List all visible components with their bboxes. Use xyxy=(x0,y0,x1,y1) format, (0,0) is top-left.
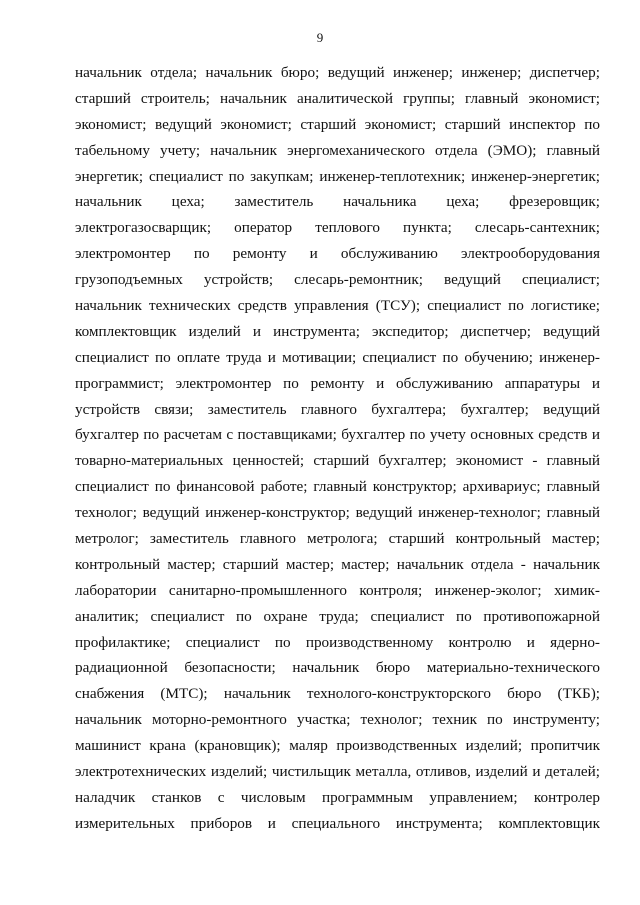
text-line: начальник отдела; начальник бюро; ведущий инженер; инженер; диспетчер; xyxy=(75,64,600,81)
text-line: табельному учету; начальник энергомеханического отдела (ЭМО); главный xyxy=(75,141,600,159)
text-line: начальник технических средств управления (ТСУ); специалист по логистике; xyxy=(75,297,600,315)
text-line: старший строитель; начальник аналитической группы; главный экономист; xyxy=(75,89,600,107)
text-line: профилактике; специалист по производственному контролю и ядерно- xyxy=(75,633,600,651)
text-line: электротехнических изделий; чистильщик металла, отливов, изделий и деталей; xyxy=(75,763,600,781)
text-line: метролог; заместитель главного метролога; старший контрольный мастер; xyxy=(75,530,600,548)
text-line: снабжения (МТС); начальник технолого-конструкторского бюро (ТКБ); xyxy=(75,685,600,703)
text-line: начальник моторно-ремонтного участка; технолог; техник по инструменту; xyxy=(75,711,600,729)
text-line: товарно-материальных ценностей; старший бухгалтер; экономист - главный xyxy=(75,452,600,470)
text-line: измерительных приборов и специального инструмента; комплектовщик xyxy=(75,814,600,832)
text-line: грузоподъемных устройств; слесарь-ремонтник; ведущий специалист; xyxy=(75,271,600,289)
text-line: машинист крана (крановщик); маляр производственных изделий; пропитчик xyxy=(75,737,600,755)
text-line: лаборатории санитарно-промышленного контроля; инженер-эколог; химик- xyxy=(75,581,600,599)
text-line: экономист; ведущий экономист; старший экономист; старший инспектор по xyxy=(75,115,600,133)
text-line: радиационной безопасности; начальник бюро материально-технического xyxy=(75,659,600,677)
text-line: электромонтер по ремонту и обслуживанию электрооборудования xyxy=(75,245,600,263)
text-line: начальник цеха; заместитель начальника цеха; фрезеровщик; xyxy=(75,193,600,211)
text-line: контрольный мастер; старший мастер; мастер; начальник отдела - начальник xyxy=(75,555,600,573)
text-line: энергетик; специалист по закупкам; инженер-теплотехник; инженер-энергетик; xyxy=(75,167,600,185)
text-line: специалист по оплате труда и мотивации; специалист по обучению; инженер- xyxy=(75,348,600,366)
page-number: 9 xyxy=(316,30,324,45)
text-line: устройств связи; заместитель главного бухгалтера; бухгалтер; ведущий xyxy=(75,400,600,418)
text-line: программист; электромонтер по ремонту и обслуживанию аппаратуры и xyxy=(75,374,600,392)
text-line: аналитик; специалист по охране труда; специалист по противопожарной xyxy=(75,607,600,625)
text-line: бухгалтер по расчетам с поставщиками; бухгалтер по учету основных средств и xyxy=(75,426,600,444)
text-line: комплектовщик изделий и инструмента; экспедитор; диспетчер; ведущий xyxy=(75,322,600,340)
body-text xyxy=(75,60,600,837)
text-line: технолог; ведущий инженер-конструктор; ведущий инженер-технолог; главный xyxy=(75,504,600,522)
text-line: специалист по финансовой работе; главный конструктор; архивариус; главный xyxy=(75,478,600,496)
text-line: электрогазосварщик; оператор теплового пункта; слесарь-сантехник; xyxy=(75,219,600,237)
text-line: наладчик станков с числовым программным управлением; контролер xyxy=(75,788,600,806)
